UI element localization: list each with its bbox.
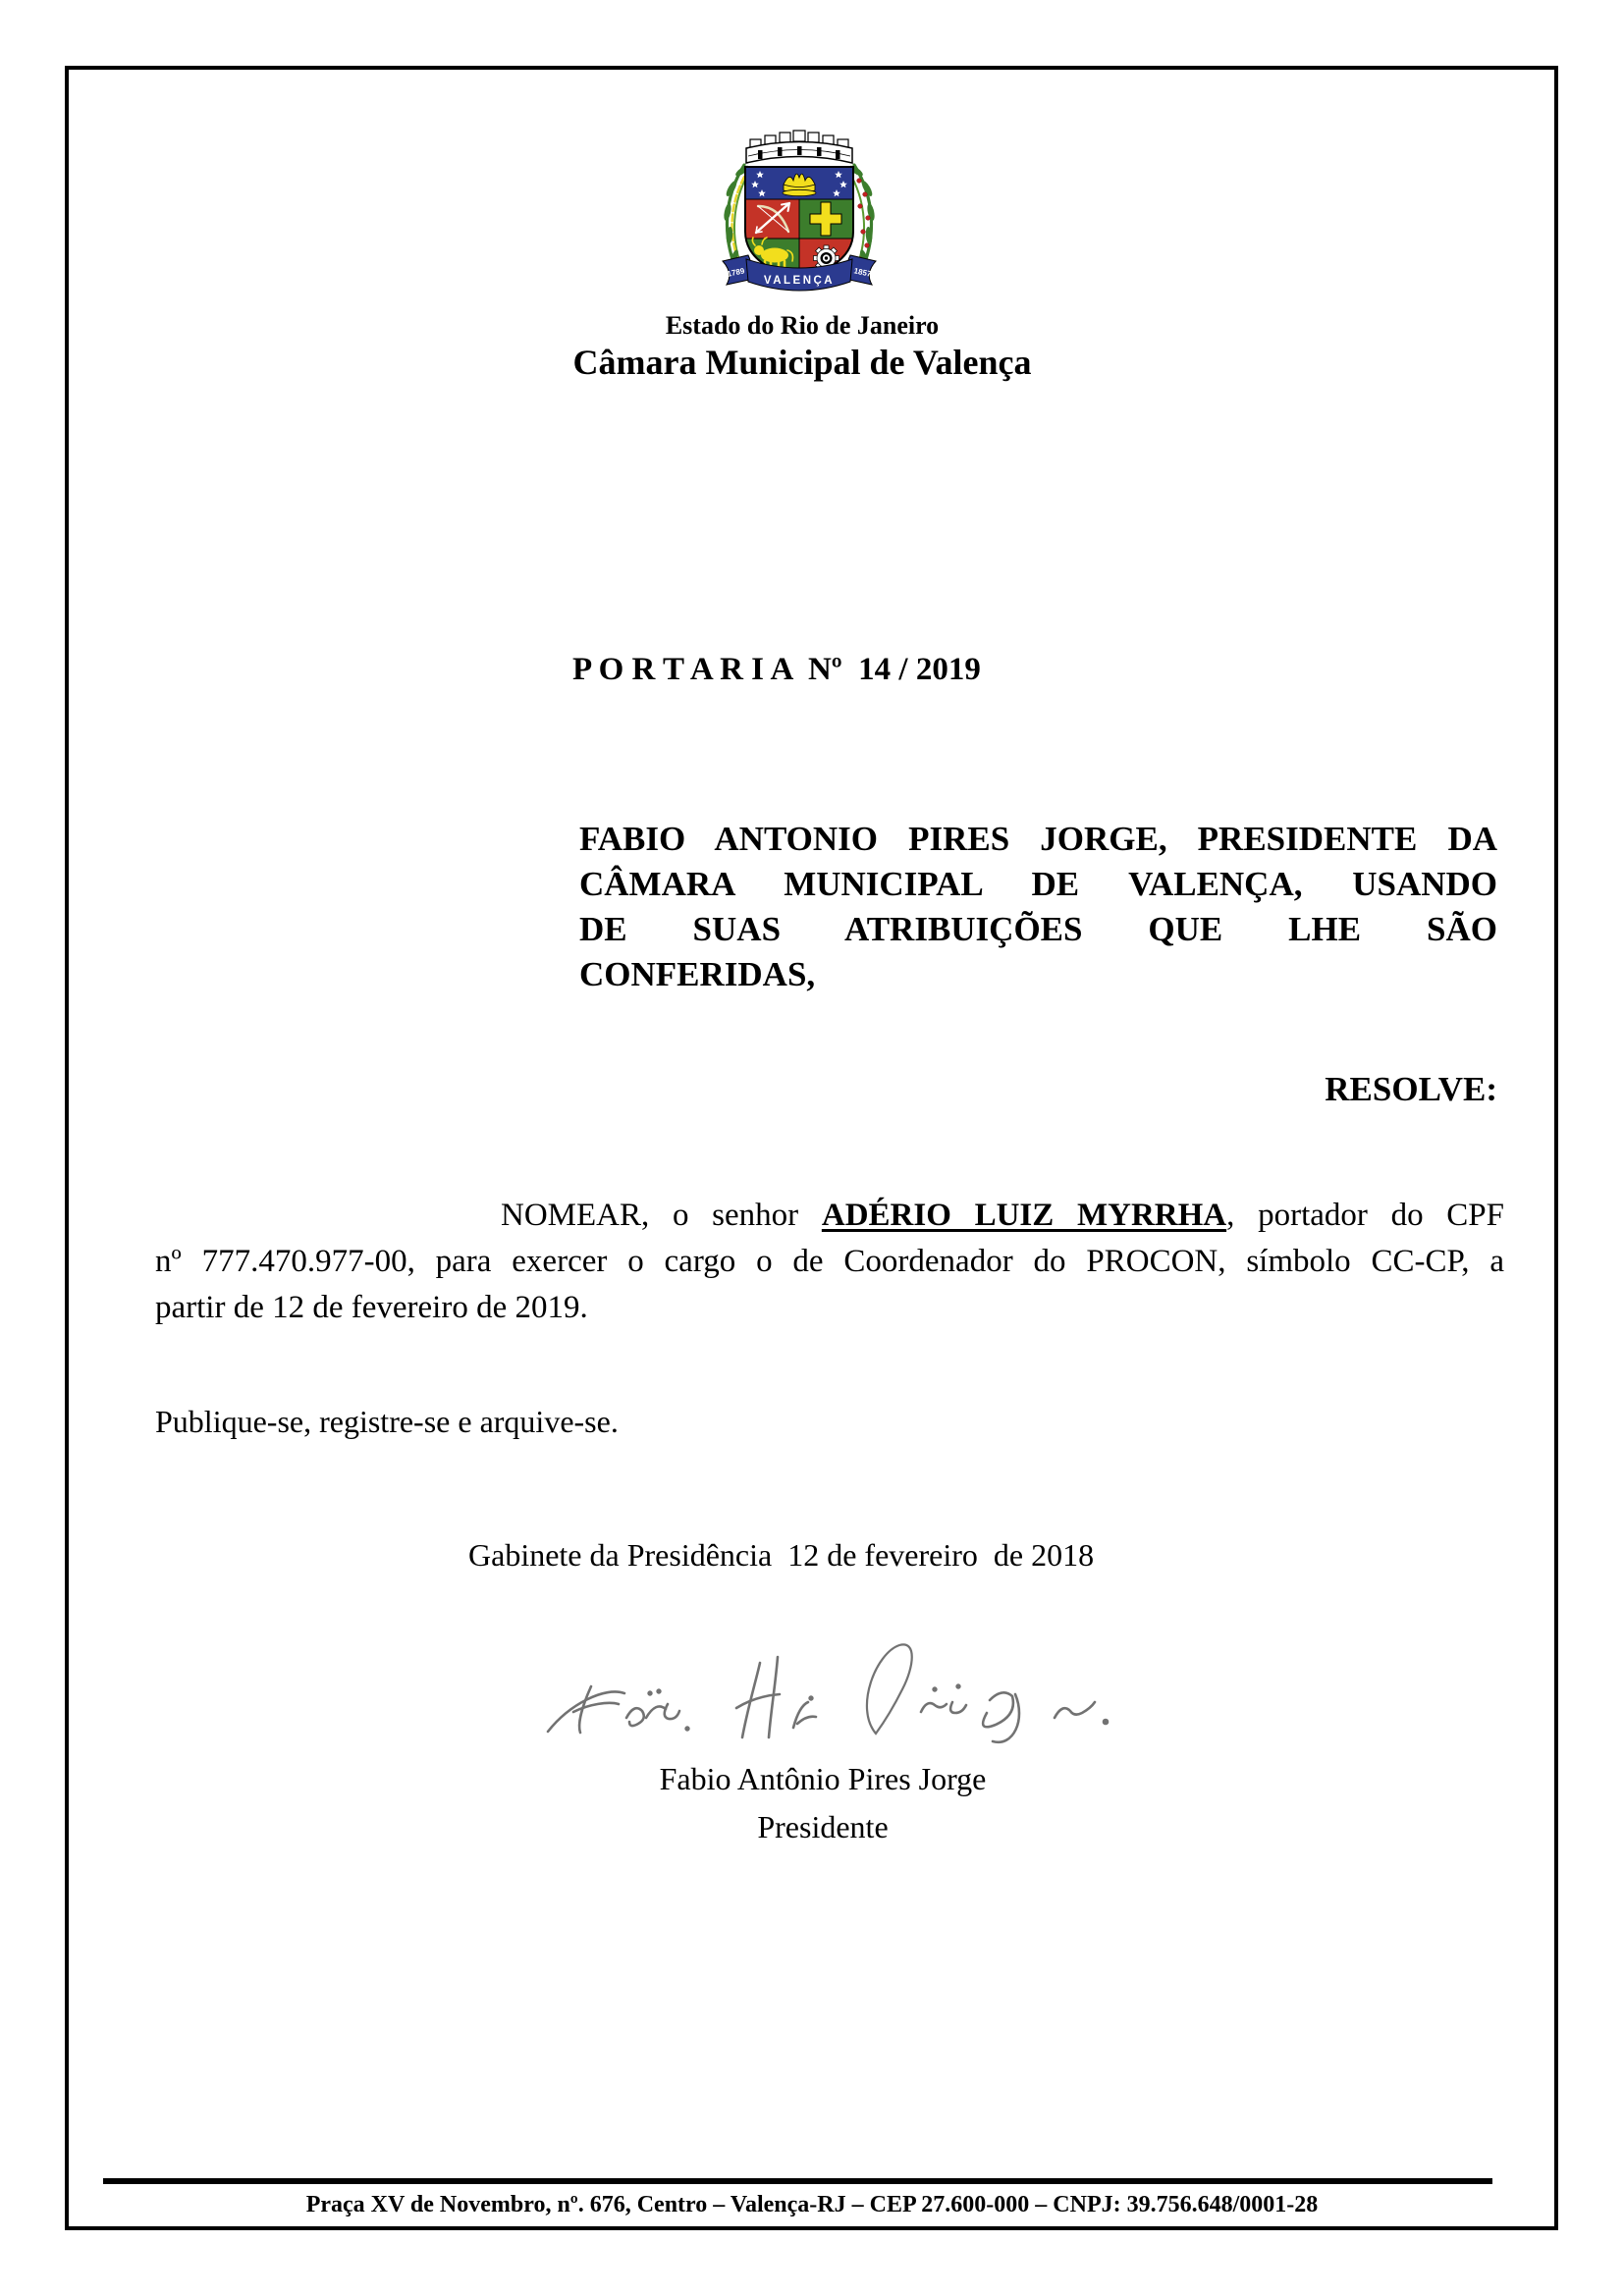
preamble-line: CÂMARA MUNICIPAL DE VALENÇA, USANDO xyxy=(579,865,1497,903)
valenca-coat-of-arms-icon xyxy=(719,116,880,302)
appointment-line-3: partir de 12 de fevereiro de 2019. xyxy=(155,1290,588,1325)
appointment-paragraph xyxy=(155,1193,1504,1331)
preamble-line: CONFERIDAS, xyxy=(579,955,816,993)
publish-line: Publique-se, registre-se e arquive-se. xyxy=(155,1404,619,1439)
crest-mural-crown-icon xyxy=(746,131,852,163)
nominee-name: ADÉRIO LUIZ MYRRHA xyxy=(821,1198,1227,1233)
footer-address: Praça XV de Novembro, nº. 676, Centro – Valença-RJ – CEP 27.600-000 – CNPJ: 39.756.648/0001-28 xyxy=(305,2192,1319,2217)
cabinet-date-line: Gabinete da Presidência 12 de fevereiro de 2018 xyxy=(468,1537,1095,1573)
signer-role: Presidente xyxy=(757,1809,889,1844)
crest-year-left-label: 1789 xyxy=(726,266,746,279)
preamble-line: FABIO ANTONIO PIRES JORGE, PRESIDENTE DA xyxy=(579,820,1497,858)
ordinance-title: P O R T A R I A Nº 14 / 2019 xyxy=(572,652,981,687)
signer-name: Fabio Antônio Pires Jorge xyxy=(659,1761,987,1796)
crest-city-label: VALENÇA xyxy=(763,275,836,287)
footer-divider xyxy=(103,2178,1492,2184)
resolve-label: RESOLVE: xyxy=(1325,1070,1497,1108)
appointment-suffix: , portador do CPF xyxy=(1226,1198,1505,1233)
appointment-prefix: NOMEAR, o senhor xyxy=(501,1198,822,1233)
preamble-paragraph xyxy=(579,817,1497,997)
appointment-line-2: nº 777.470.977-00, para exercer o cargo o de Coordenador do PROCON, símbolo CC-CP, a xyxy=(155,1244,1504,1279)
page-border xyxy=(65,66,1558,2230)
header-state-line: Estado do Rio de Janeiro xyxy=(665,311,940,340)
preamble-line: DE SUAS ATRIBUIÇÕES QUE LHE SÃO xyxy=(579,910,1497,948)
crest-year-right-label: 1857 xyxy=(852,266,873,279)
header-institution-line: Câmara Municipal de Valença xyxy=(572,343,1032,382)
signature-block xyxy=(86,1755,1559,1851)
appointment-line-1 xyxy=(501,1193,1504,1239)
